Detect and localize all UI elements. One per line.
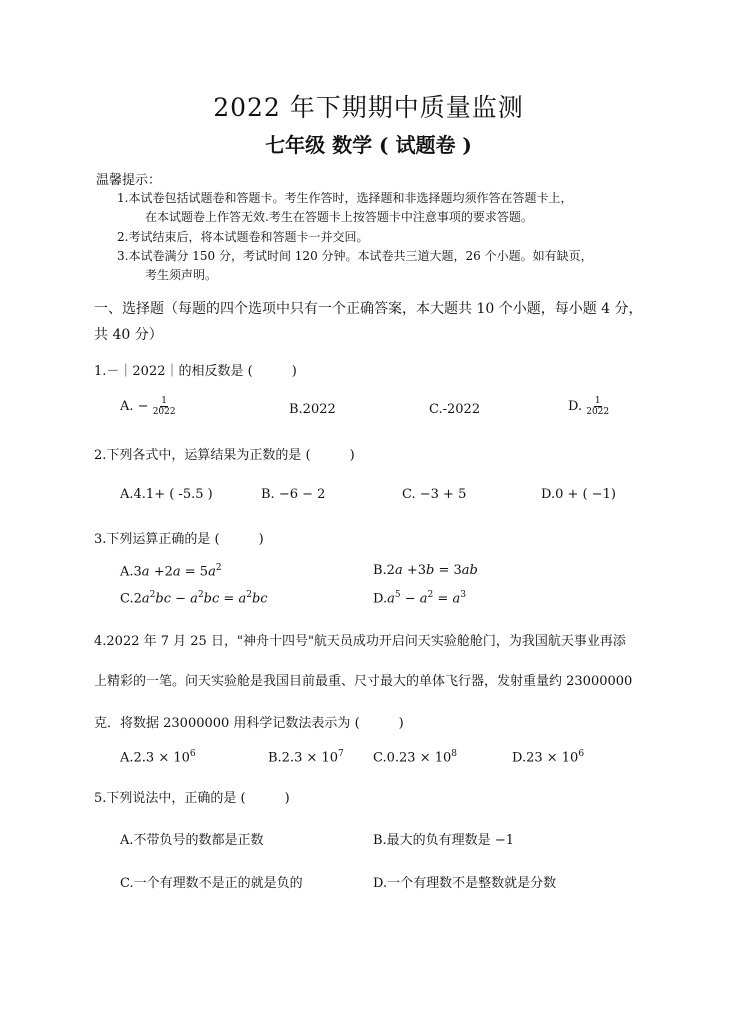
q5-option-a: A.不带负号的数都是正数 xyxy=(120,833,264,848)
fraction-numerator: 1 xyxy=(594,396,601,406)
q4-option-c: $C.0.23 \times 10^8$ xyxy=(373,749,457,766)
q1-option-b: B.2022 xyxy=(289,402,336,417)
question-2-stem: 2.下列各式中，运算结果为正数的是 ( ) xyxy=(94,448,355,463)
q2-option-c: C. −3 + 5 xyxy=(402,487,467,502)
question-4-line: 克．将数据 23000000 用科学记数法表示为 ( ) xyxy=(94,716,404,731)
q5-option-d: D.一个有理数不是整数就是分数 xyxy=(373,876,557,891)
q3-option-c: $C.2a^2bc - a^2bc = a^2bc$ xyxy=(120,590,268,607)
q1-option-d xyxy=(568,396,609,417)
question-4-line: 4.2022 年 7 月 25 日，"神舟十四号"航天员成功开启问天实验舱舱门，为我国航天事业再添 xyxy=(94,634,626,649)
tip-item: 考生须声明。 xyxy=(145,268,218,282)
fraction xyxy=(153,396,176,417)
exam-subtitle: 七年级 数学 ( 试题卷 ) xyxy=(265,133,472,157)
q1-option-c: C.-2022 xyxy=(429,402,481,417)
q2-option-a: A.4.1+ ( -5.5 ) xyxy=(120,487,213,502)
question-5-stem: 5.下列说法中，正确的是 ( ) xyxy=(94,791,290,806)
q4-option-b: $B.2.3 \times 10^7$ xyxy=(268,749,344,766)
tips-heading: 温馨提示： xyxy=(96,173,162,188)
q5-option-c: C.一个有理数不是正的就是负的 xyxy=(120,876,303,891)
q3-option-d: $D.a^5 - a^2 = a^3$ xyxy=(373,590,466,607)
tip-item: 3.本试卷满分 150 分，考试时间 120 分钟。本试卷共三道大题，26 个小题。如有缺页， xyxy=(117,249,593,263)
q1-option-a xyxy=(120,396,176,417)
tip-item: 1.本试卷包括试题卷和答题卡。考生作答时，选择题和非选择题均须作答在答题卡上， xyxy=(117,191,573,205)
q1-option-a-prefix: A. − xyxy=(120,399,149,414)
exam-title: 2022 年下期期中质量监测 xyxy=(213,93,524,122)
fraction-denominator: 2022 xyxy=(586,407,610,417)
q4-option-d: $D.23 \times 10^6$ xyxy=(512,749,585,766)
q3-option-b: B.2a +3b = 3ab xyxy=(373,563,478,578)
tip-item: 2.考试结束后，将本试题卷和答题卡一并交回。 xyxy=(117,230,369,244)
fraction-denominator: 2022 xyxy=(152,407,176,417)
question-3-stem: 3.下列运算正确的是 ( ) xyxy=(94,532,264,547)
q4-option-a: $A.2.3 \times 10^6$ xyxy=(120,749,196,766)
section-heading-cont: 共 40 分） xyxy=(94,327,163,343)
fraction xyxy=(586,396,609,417)
q5-option-b: B.最大的负有理数是 −1 xyxy=(373,833,514,848)
question-4-line: 上精彩的一笔。问天实验舱是我国目前最重、尺寸最大的单体飞行器，发射重量约 23000000 xyxy=(94,674,633,689)
fraction-numerator: 1 xyxy=(161,396,167,406)
tip-item: 在本试题卷上作答无效.考生在答题卡上按答题卡中注意事项的要求答题。 xyxy=(145,210,533,224)
q2-option-d: D.0 + ( −1) xyxy=(541,487,616,502)
question-1-stem: 1.－｜2022｜的相反数是 ( ) xyxy=(94,364,297,379)
section-heading: 一、选择题（每题的四个选项中只有一个正确答案，本大题共 10 个小题，每小题 4 分， xyxy=(94,301,643,317)
q3-option-a: $A.3a +2a = 5a^2$ xyxy=(120,563,222,580)
q2-option-b: B. −6 − 2 xyxy=(261,487,326,502)
q1-option-d-prefix: D. xyxy=(568,399,583,414)
